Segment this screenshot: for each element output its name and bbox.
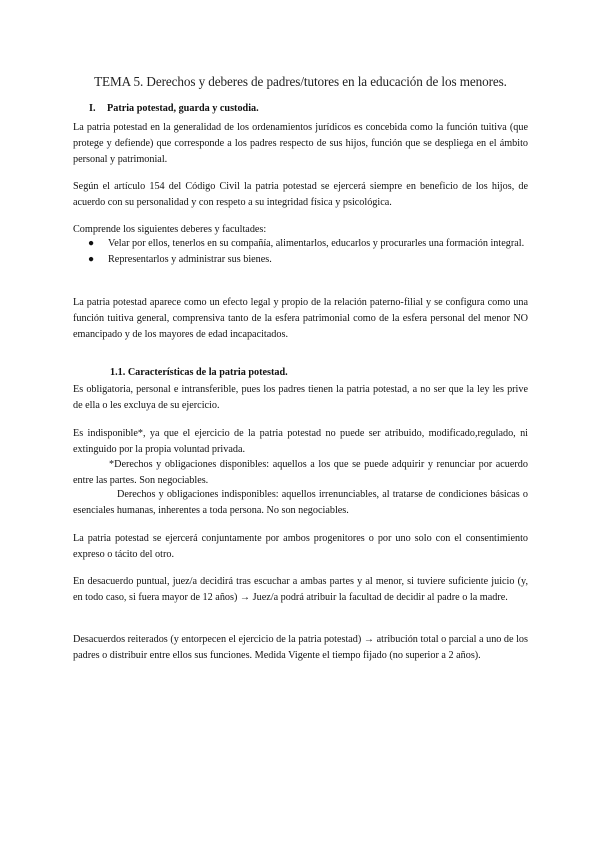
paragraph: En desacuerdo puntual, juez/a decidirá tras escuchar a ambas partes y al menor, si tuviere suficiente juicio (y, en todo caso, si fuera mayor de 12 años) → Juez/a podrá atribuir la facultad de decidir al padre o la madre.	[73, 576, 528, 603]
paragraph: Comprende los siguientes deberes y facultades:	[73, 224, 267, 235]
section-number: I.	[89, 103, 96, 114]
bullet-list	[73, 236, 528, 268]
paragraph: La patria potestad se ejercerá conjuntamente por ambos progenitores o por uno solo con el consentimiento expreso o tácito del otro.	[73, 533, 528, 560]
paragraph: *Derechos y obligaciones disponibles: aquellos a los que se puede adquirir y renunciar por acuerdo entre las partes. Son negociables.	[73, 459, 528, 486]
bullet-icon: ●	[88, 253, 95, 265]
paragraph: Desacuerdos reiterados (y entorpecen el ejercicio de la patria potestad) → atribución total o parcial a uno de los padres o distribuir entre ellos sus funciones. Medida Vigente el tiempo fijado (no superior a 2 años).	[73, 634, 528, 661]
paragraph: Según el artículo 154 del Código Civil la patria potestad se ejercerá siempre en beneficio de los hijos, de acuerdo con su personalidad y con respeto a su integridad física y psicológica.	[73, 181, 528, 208]
bullet-icon: ●	[88, 238, 95, 249]
document-title: TEMA 5. Derechos y deberes de padres/tutores en la educación de los menores.	[94, 74, 507, 89]
section-heading-text: Patria potestad, guarda y custodia.	[107, 103, 259, 114]
paragraph: La patria potestad en la generalidad de los ordenamientos jurídicos es concebida como la función tuitiva (que protege y defiende) que corresponde a los padres respecto de sus hijos, función que se despliega en el ámbito personal y patrimonial.	[73, 122, 528, 165]
list-item	[73, 252, 528, 268]
list-item	[73, 236, 528, 252]
paragraph: Es obligatoria, personal e intransferible, pues los padres tienen la patria potestad, a no ser que la ley les prive de ella o les excluya de su ejercicio.	[73, 384, 528, 411]
paragraph: Derechos y obligaciones indisponibles: aquellos irrenunciables, al tratarse de condiciones básicas o esenciales humanas, inherentes a toda persona. No son negociables.	[73, 489, 528, 516]
paragraph: Es indisponible*, ya que el ejercicio de la patria potestad no puede ser atribuido, modificado,regulado, ni extinguido por la propia voluntad privada.	[73, 428, 528, 455]
subsection-heading: 1.1. Características de la patria potestad.	[110, 367, 288, 378]
list-item-text: Representarlos y administrar sus bienes.	[108, 253, 272, 265]
section-heading	[89, 103, 259, 114]
list-item-text: Velar por ellos, tenerlos en su compañía, alimentarlos, educarlos y procurarles una formación integral.	[108, 238, 525, 249]
paragraph: La patria potestad aparece como un efecto legal y propio de la relación paterno-filial y se configura como una función tuitiva general, comprensiva tanto de la esfera patrimonial como de la esfera personal del menor NO emancipado y de los mayores de edad incapacitados.	[73, 297, 528, 340]
